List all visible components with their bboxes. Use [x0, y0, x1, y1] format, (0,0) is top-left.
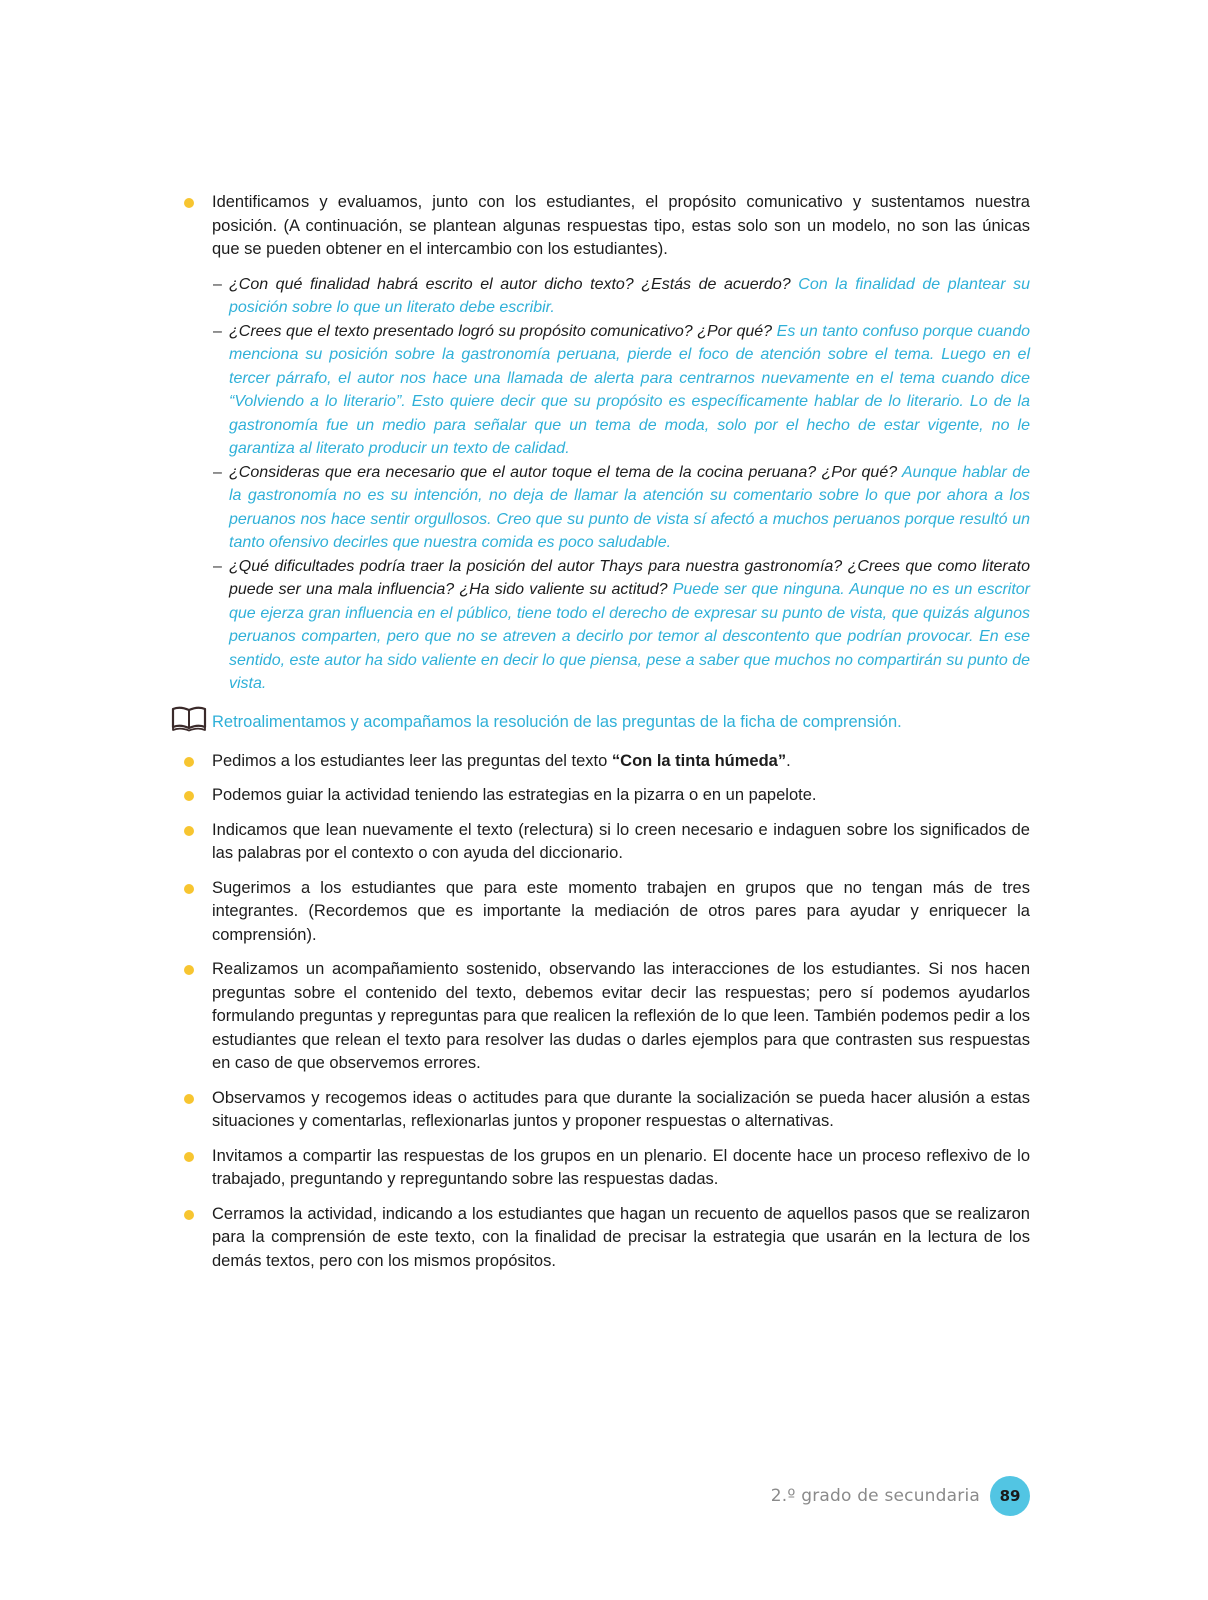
- dash-marker: –: [213, 322, 222, 340]
- question-answer-item: [182, 273, 1030, 320]
- bullet-item: [182, 1087, 1030, 1134]
- bullet-text: Cerramos la actividad, indicando a los estudiantes que hagan un recuento de aquellos pasos que se realizaron para la comprensión de este texto, con la finalidad de precisar la estrategia que usarán en la lectura de los demás textos, pero con los mismos propósitos.: [212, 1204, 1030, 1270]
- question-text: ¿Crees que el texto presentado logró su propósito comunicativo? ¿Por qué?: [229, 322, 773, 340]
- bullet-text: Realizamos un acompañamiento sostenido, observando las interacciones de los estudiantes. Si nos hacen preguntas sobre el contenido del texto, debemos evitar decir las respuestas; pero sí podemos ayudarlos formulando preguntas y repreguntas para que realicen la reflexión de lo que leen. También podemos pedir a los estudiantes que relean el texto para resolver las dudas o darles ejemplos para que contrasten sus respuestas en caso de que observemos errores.: [212, 960, 1030, 1072]
- bullet-dot-icon: [184, 965, 194, 975]
- bullet-dot-icon: [184, 757, 194, 767]
- bullet-text: Observamos y recogemos ideas o actitudes para que durante la socialización se pueda hacer alusión a estas situaciones y comentarlas, reflexionarlas juntos y proponer respuestas o alternativas.: [212, 1088, 1030, 1130]
- question-answer-list: [182, 273, 1030, 696]
- bullet-dot-icon: [184, 198, 194, 208]
- bullet-item: [182, 191, 1030, 262]
- bullet-dot-icon: [184, 1210, 194, 1220]
- answer-text: Aunque hablar de la gastronomía no es su intención, no deja de llamar la atención su comentario sobre lo que por ahora a los peruanos nos hace sentir orgullosos. Creo que su punto de vista sí afectó a muchos peruanos porque resultó un tanto ofensivo decirles que nuestra comida es poco saludable.: [229, 463, 1030, 551]
- bullet-item: [182, 750, 1030, 774]
- question-answer-item: [182, 555, 1030, 696]
- bullet-text: Indicamos que lean nuevamente el texto (relectura) si lo creen necesario e indaguen sobre los significados de las palabras por el contexto o con ayuda del diccionario.: [212, 820, 1030, 862]
- bullet-item: [182, 1203, 1030, 1274]
- question-answer-item: [182, 320, 1030, 461]
- bullet-text: Identificamos y evaluamos, junto con los estudiantes, el propósito comunicativo y sustentamos nuestra posición. (A continuación, se plantean algunas respuestas tipo, estas solo son un modelo, no son las únicas que se pueden obtener en el intercambio con los estudiantes).: [212, 193, 1030, 258]
- page-content: [182, 191, 1030, 1284]
- text-title-bold: “Con la tinta húmeda”: [611, 751, 787, 770]
- dash-marker: –: [213, 557, 222, 575]
- question-answer-item: [182, 461, 1030, 555]
- question-text: ¿Consideras que era necesario que el autor toque el tema de la cocina peruana? ¿Por qué?: [229, 463, 898, 481]
- question-text: ¿Qué dificultades podría traer la posición del autor Thays para nuestra gastronomía? ¿Crees que como literato puede ser una mala influencia? ¿Ha sido valiente su actitud?: [229, 557, 1030, 598]
- bullet-dot-icon: [184, 1094, 194, 1104]
- bullet-text-prefix: Pedimos a los estudiantes leer las preguntas del texto: [212, 751, 612, 770]
- bullet-text-suffix: .: [786, 751, 791, 770]
- bullet-item: [182, 958, 1030, 1076]
- answer-text: Es un tanto confuso porque cuando menciona su posición sobre la gastronomía peruana, pierde el foco de atención sobre el tema. Luego en el tercer párrafo, el autor nos hace una llamada de alerta para centrarnos nuevamente en el tema cuando dice “Volviendo a lo literario”. Esto quiere decir que su propósito es específicamente hablar de lo literario. Lo de la gastronomía fue un medio para señalar que un tema de moda, solo por el hecho de estar vigente, no le garantiza al literato producir un texto de calidad.: [229, 322, 1030, 457]
- bullet-item: [182, 784, 1030, 808]
- section-heading: [182, 710, 1030, 734]
- grade-label: 2.º grado de secundaria: [770, 1486, 980, 1506]
- bullet-item: [182, 1145, 1030, 1192]
- bullet-text: Invitamos a compartir las respuestas de los grupos en un plenario. El docente hace un proceso reflexivo de lo trabajado, preguntando y repreguntando sobre las respuestas dadas.: [212, 1146, 1030, 1188]
- bullet-dot-icon: [184, 884, 194, 894]
- bullet-dot-icon: [184, 826, 194, 836]
- bullet-item: [182, 877, 1030, 948]
- bullet-dot-icon: [184, 1152, 194, 1162]
- answer-text: Con la finalidad de plantear su posición sobre lo que un literato debe escribir.: [229, 275, 1030, 316]
- page-footer: [771, 1476, 1030, 1516]
- bullet-text: Sugerimos a los estudiantes que para este momento trabajen en grupos que no tengan más de tres integrantes. (Recordemos que es importante la mediación de otros pares para ayudar y enriquecer la comprensión).: [212, 878, 1030, 944]
- dash-marker: –: [213, 463, 222, 481]
- question-text: ¿Con qué finalidad habrá escrito el autor dicho texto? ¿Estás de acuerdo?: [229, 275, 791, 293]
- bullet-text: Podemos guiar la actividad teniendo las estrategias en la pizarra o en un papelote.: [212, 786, 817, 804]
- bullet-dot-icon: [184, 791, 194, 801]
- dash-marker: –: [213, 275, 222, 293]
- bullet-item: [182, 819, 1030, 866]
- open-book-icon: [171, 706, 207, 732]
- page-number-badge: 89: [990, 1476, 1030, 1516]
- section-heading-text: Retroalimentamos y acompañamos la resolución de las preguntas de la ficha de comprensión.: [212, 712, 902, 731]
- answer-text: Puede ser que ninguna. Aunque no es un escritor que ejerza gran influencia en el público, tiene todo el derecho de expresar su punto de vista, que quizás algunos peruanos comparten, pero que no se atreven a decirlo por temor al descontento que podrían provocar. En ese sentido, este autor ha sido valiente en decir lo que piensa, pese a saber que muchos no compartirán su punto de vista.: [229, 581, 1031, 692]
